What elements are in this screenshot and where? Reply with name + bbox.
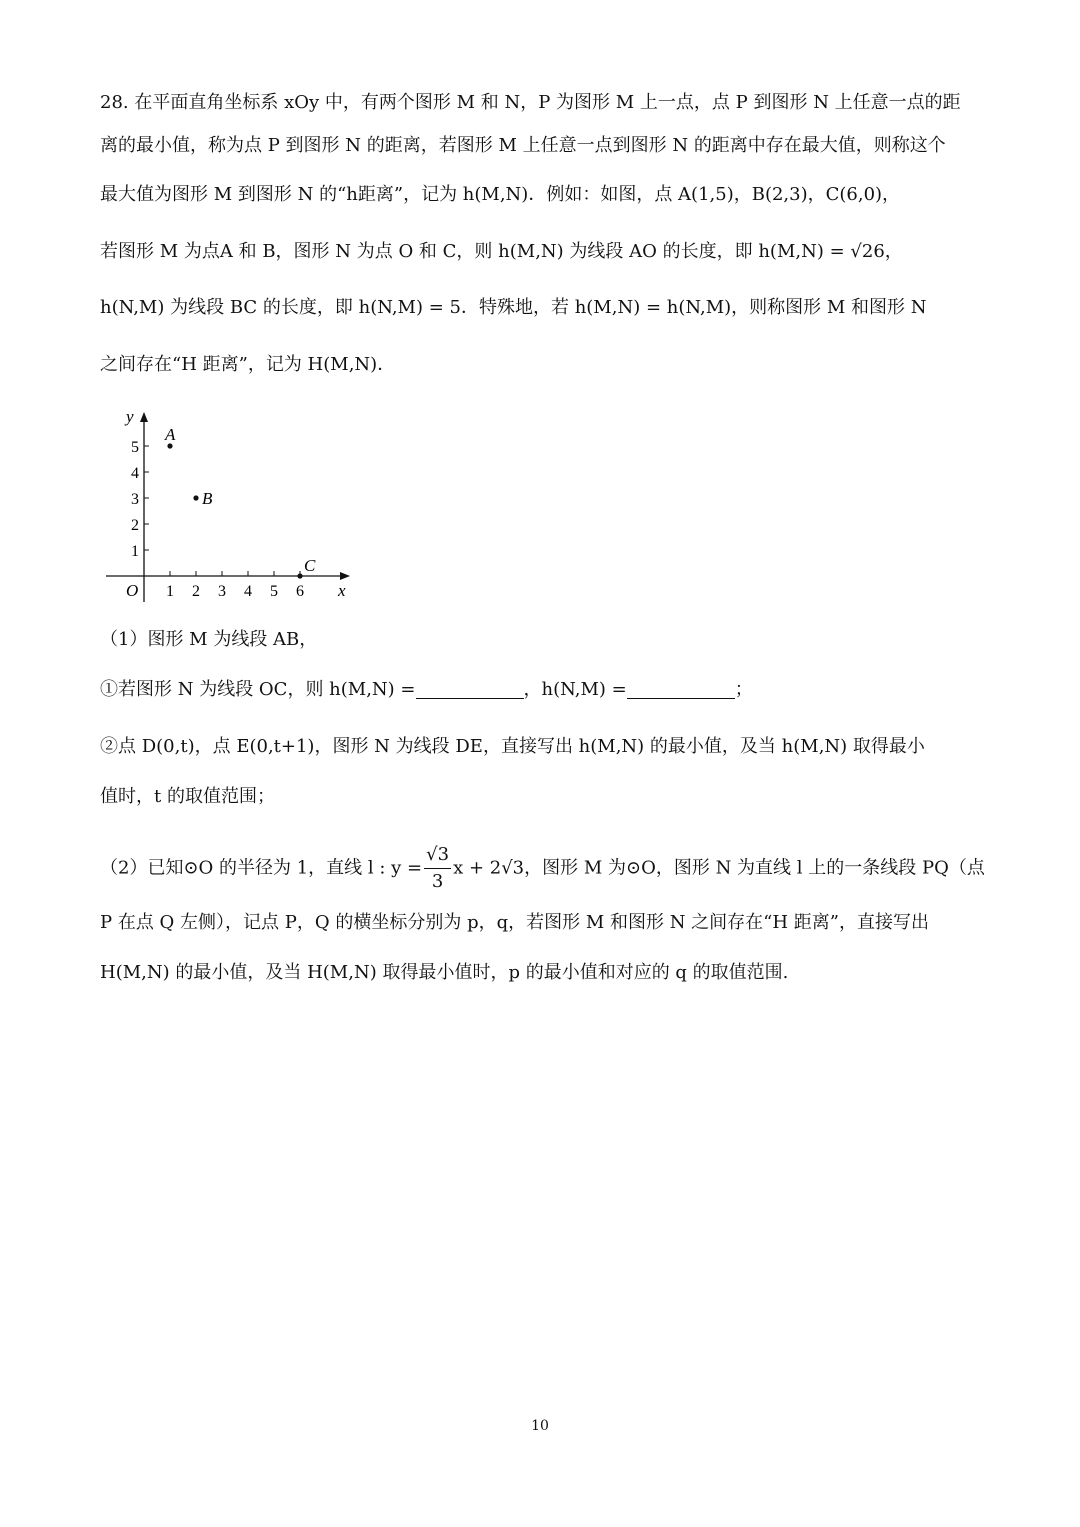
q1-prefix: ①若图形 N 为线段 OC，则 h(M,N) = [100,679,416,700]
y-tick-label: 5 [131,439,139,456]
fraction [424,842,451,895]
part2-line-1-b: x + 2√3，图形 M 为⊙O，图形 N 为直线 l 上的一条线段 PQ（点 [453,857,985,879]
fraction-numerator: √3 [424,842,451,869]
x-tick-label: 5 [270,583,278,600]
y-tick-label: 3 [131,491,139,508]
point-label-c: C [304,556,316,575]
part1-question-1 [100,675,753,705]
y-tick-label: 4 [131,465,139,482]
coordinate-figure [100,400,360,610]
x-tick-label: 6 [296,583,304,600]
problem-line-1: 28. 在平面直角坐标系 xOy 中，有两个图形 M 和 N，P 为图形 M 上一点，点 P 到图形 N 上任意一点的距 [100,92,961,113]
problem-line-3: 最大值为图形 M 到图形 N 的“h距离”，记为 h(M,N)．例如：如图，点 A(1,5)，B(2,3)，C(6,0)， [100,184,901,205]
y-tick-label: 2 [131,517,139,534]
problem-line-6: 之间存在“H 距离”，记为 H(M,N)． [100,354,396,375]
part2-line-3: H(M,N) 的最小值，及当 H(M,N) 取得最小值时，p 的最小值和对应的 q 的取值范围. [100,962,789,983]
part1-question-2-line-2: 值时，t 的取值范围； [100,786,275,807]
x-tick-label: 4 [244,583,252,600]
x-axis-label: x [338,581,346,600]
point-label-a: A [165,425,176,444]
point-b [193,495,198,500]
part2-line-2: P 在点 Q 左侧），记点 P，Q 的横坐标分别为 p，q，若图形 M 和图形 N 之间存在“H 距离”，直接写出 [100,912,929,933]
points [164,425,316,579]
problem-line-2: 离的最小值，称为点 P 到图形 N 的距离，若图形 M 上任意一点到图形 N 的距离中存在最大值，则称这个 [100,135,946,156]
problem-line-4: 若图形 M 为点A 和 B，图形 N 为点 O 和 C，则 h(M,N) 为线段 AO 的长度，即 h(M,N) = √26， [100,241,903,262]
point-label-b: B [202,489,213,508]
x-tick-label: 1 [166,583,174,600]
point-a [167,443,172,448]
q1-end: ； [734,679,753,700]
x-tick-label: 2 [192,583,200,600]
y-axis-arrow [140,412,148,422]
page-number: 10 [531,1418,549,1434]
part1-intro: （1）图形 M 为线段 AB， [100,629,318,650]
part2-line-1 [100,842,985,895]
x-tick-label: 3 [218,583,226,600]
origin-label: O [126,581,139,600]
part2-line-1-a: （2）已知⊙O 的半径为 1，直线 l : y = [100,857,423,879]
x-axis-arrow [340,572,350,580]
point-c [297,573,302,578]
fraction-denominator: 3 [431,871,444,892]
answer-blank-2[interactable] [627,676,735,699]
q1-mid: ，h(N,M) = [523,679,627,700]
problem-line-5: h(N,M) 为线段 BC 的长度，即 h(N,M) = 5．特殊地，若 h(M,N) = h(N,M)，则称图形 M 和图形 N [100,297,927,318]
y-tick-label: 1 [131,543,139,560]
answer-blank-1[interactable] [416,676,524,699]
part1-question-2-line-1: ②点 D(0,t)，点 E(0,t+1)，图形 N 为线段 DE，直接写出 h(M,N) 的最小值，及当 h(M,N) 取得最小 [100,736,925,757]
y-axis-label: y [126,407,134,426]
